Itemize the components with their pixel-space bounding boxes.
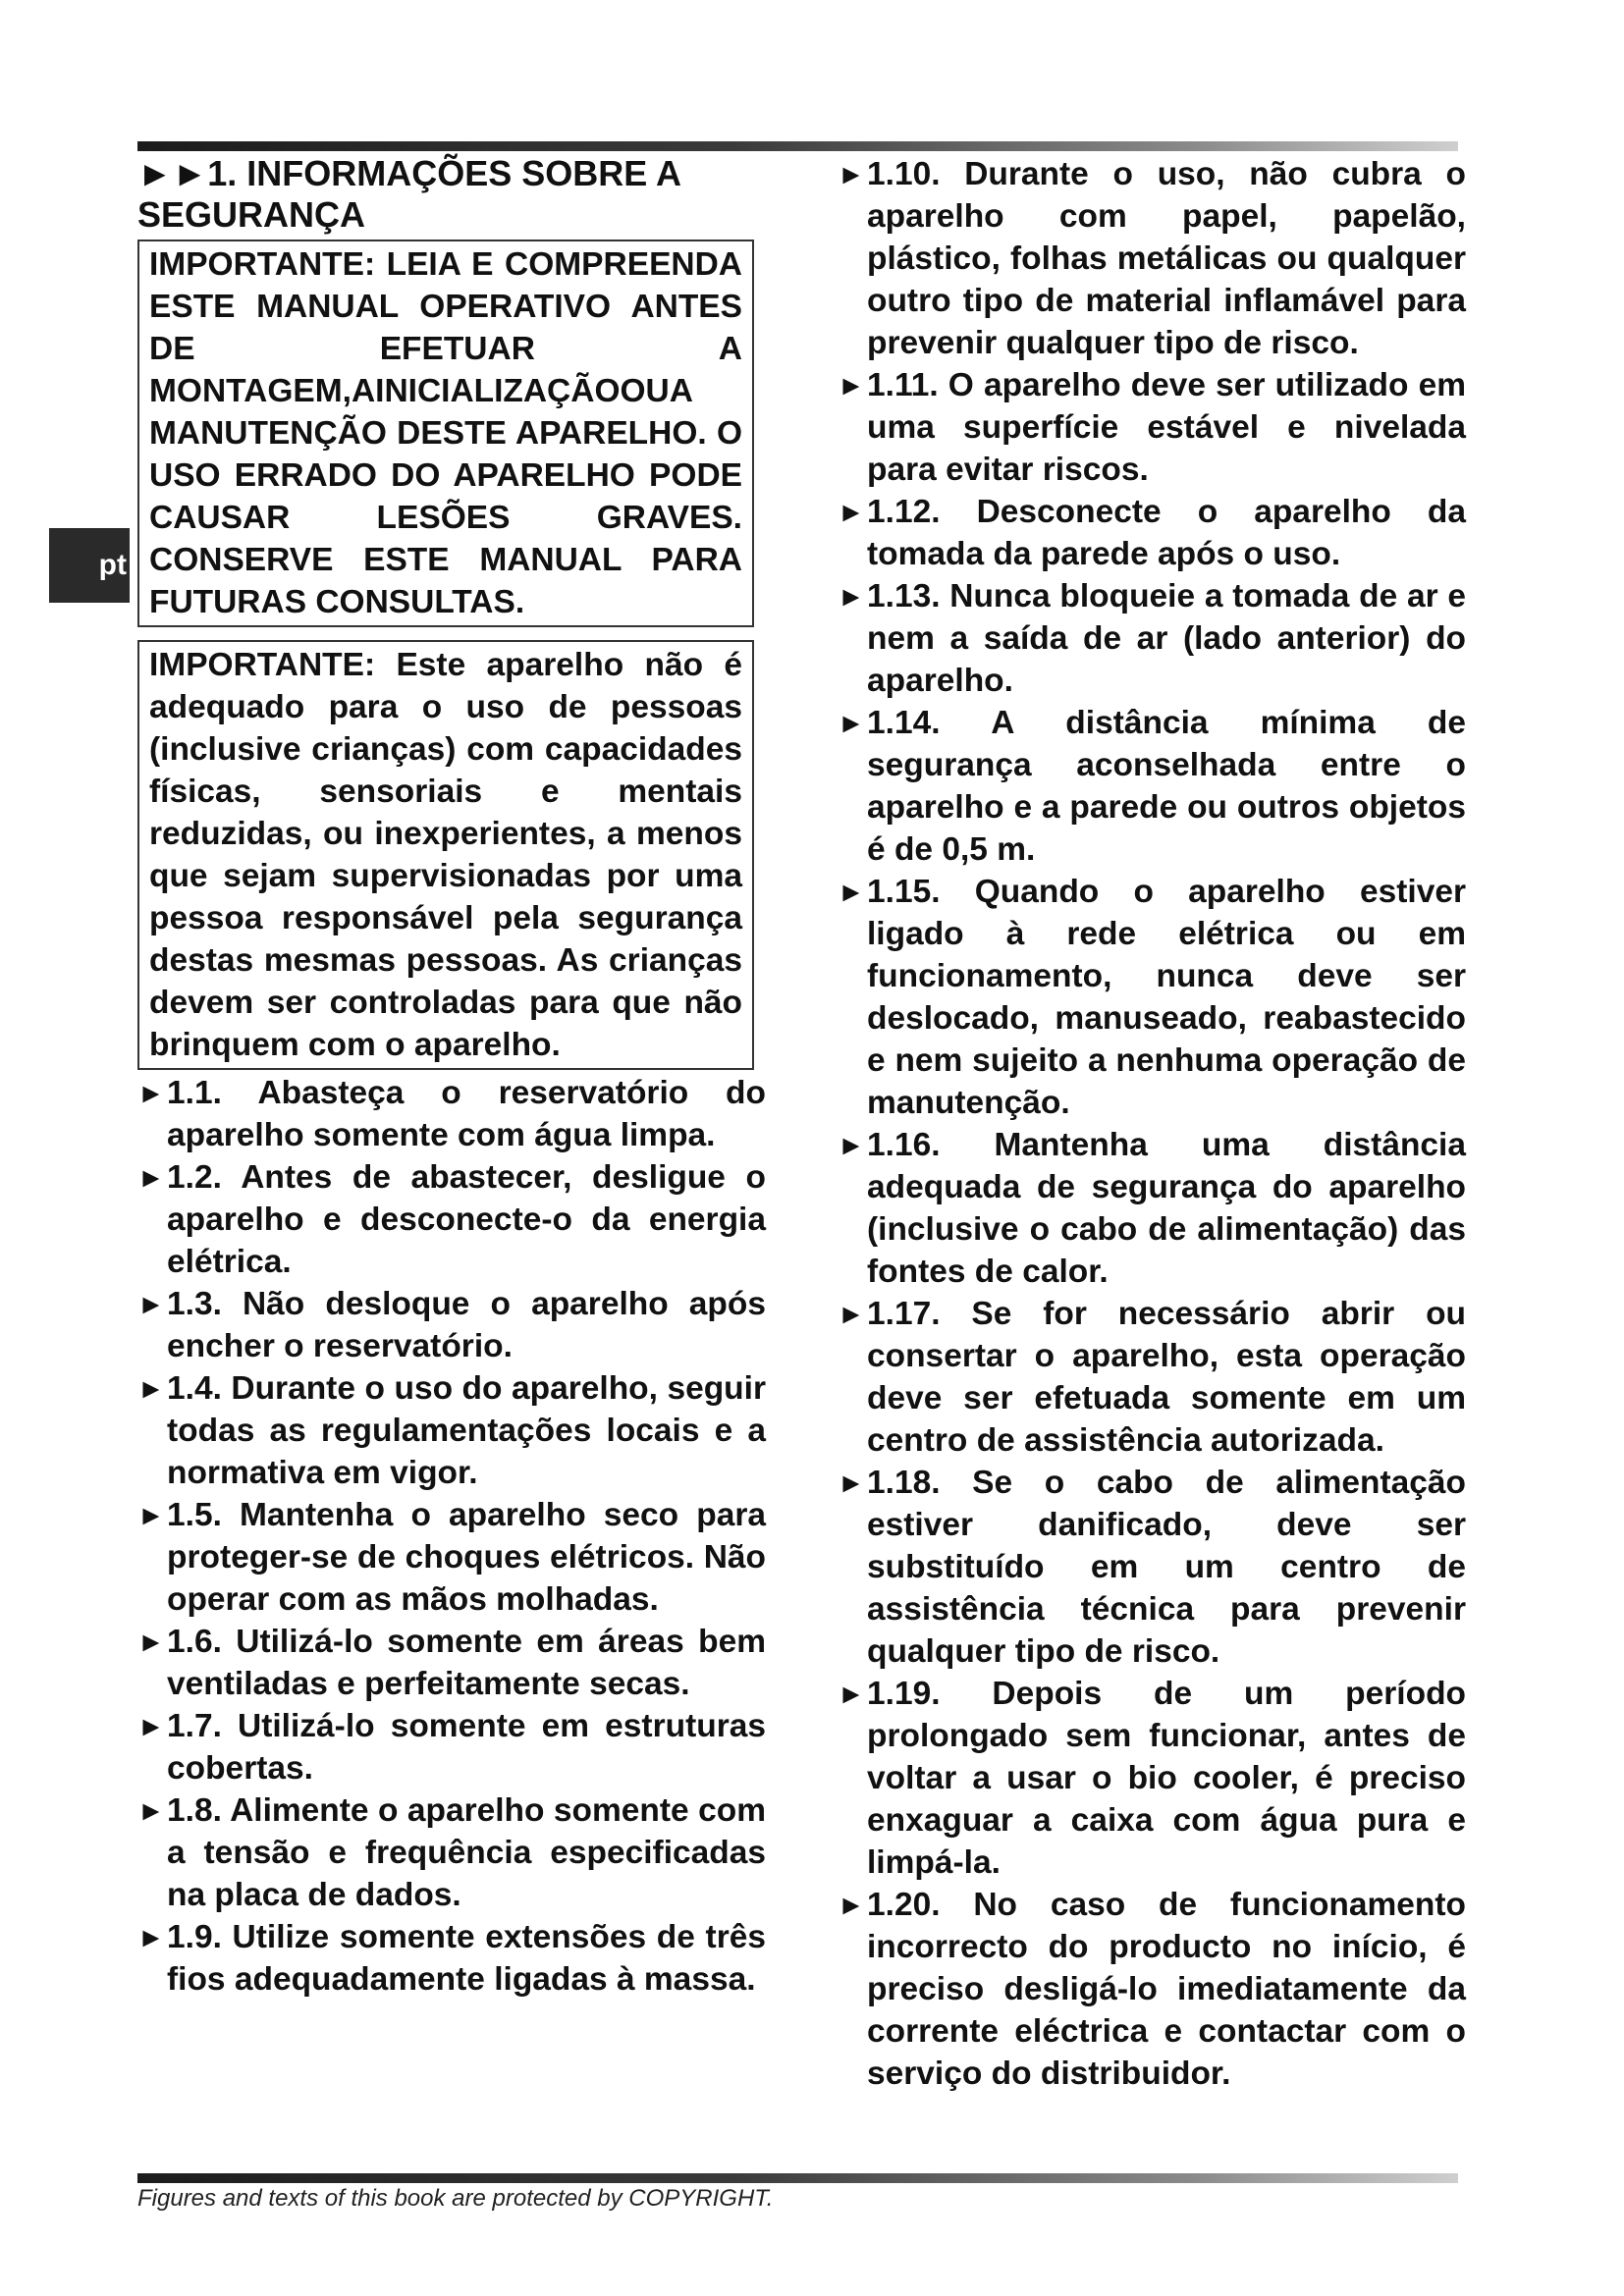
safety-item-text: 1.10. Durante o uso, não cubra o aparelho com papel, papelão, plástico, folhas metálicas ou qualquer outro tipo de material inflamável para prevenir qualquer tipo de risco.	[867, 156, 1466, 361]
copyright-notice: Figures and texts of this book are protected by COPYRIGHT.	[137, 2185, 774, 2212]
safety-item	[137, 1916, 766, 2001]
safety-item	[137, 1621, 766, 1705]
bullet-arrow-icon: ►	[137, 1078, 165, 1108]
bullet-arrow-icon: ►	[838, 1299, 865, 1329]
bullet-arrow-icon: ►	[838, 1130, 865, 1160]
safety-item	[137, 1789, 766, 1916]
bullet-arrow-icon: ►	[137, 1711, 165, 1741]
safety-item-text: 1.6. Utilizá-lo somente em áreas bem ventiladas e perfeitamente secas.	[167, 1624, 766, 1702]
safety-item	[838, 1673, 1466, 1884]
safety-item-text: 1.1. Abasteça o reservatório do aparelho somente com água limpa.	[167, 1075, 766, 1153]
safety-item	[838, 1884, 1466, 2095]
footer-rule	[137, 2173, 1458, 2183]
safety-item	[838, 702, 1466, 871]
bullet-arrow-icon: ►	[838, 1890, 865, 1920]
safety-item	[838, 491, 1466, 575]
safety-item	[137, 1705, 766, 1789]
important-box-1	[137, 240, 754, 627]
safety-item-text: 1.19. Depois de um período prolongado sem funcionar, antes de voltar a usar o bio cooler, é preciso enxaguar a caixa com água pura e limpá-la.	[867, 1676, 1466, 1881]
safety-item	[838, 153, 1466, 364]
important-box-2-text: IMPORTANTE: Este aparelho não é adequado para o uso de pessoas (inclusive crianças) com capacidades físicas, sensoriais e mentais reduzidas, ou inexperientes, a menos que sejam supervisionadas por uma pessoa responsável pela segurança destas mesmas pessoas. As crianças devem ser controladas para que não brinquem com o aparelho.	[149, 647, 742, 1063]
important-box-1-text: IMPORTANTE: LEIA E COMPREENDA ESTE MANUAL OPERATIVO ANTES DE EFETUAR A MONTAGEM,AINICIALIZAÇÃOOUA MANUTENÇÃO DESTE APARELHO. O USO ERRADO DO APARELHO PODE CAUSAR LESÕES GRAVES. CONSERVE ESTE MANUAL PARA FUTURAS CONSULTAS.	[149, 246, 742, 620]
safety-item-text: 1.9. Utilize somente extensões de três fios adequadamente ligadas à massa.	[167, 1919, 766, 1998]
safety-item	[838, 575, 1466, 702]
language-tab-label: pt	[98, 549, 127, 581]
safety-item-text: 1.4. Durante o uso do aparelho, seguir todas as regulamentações locais e a normativa em vigor.	[167, 1370, 766, 1491]
bullet-arrow-icon: ►	[838, 708, 865, 738]
safety-item	[137, 1494, 766, 1621]
safety-item-text: 1.16. Mantenha uma distância adequada de segurança do aparelho (inclusive o cabo de alimentação) das fontes de calor.	[867, 1127, 1466, 1290]
safety-item	[838, 364, 1466, 491]
bullet-arrow-icon: ►	[137, 1922, 165, 1952]
bullet-arrow-icon: ►	[838, 497, 865, 527]
safety-item-text: 1.5. Mantenha o aparelho seco para proteger-se de choques elétricos. Não operar com as mãos molhadas.	[167, 1497, 766, 1618]
safety-item-text: 1.18. Se o cabo de alimentação estiver danificado, deve ser substituído em um centro de assistência técnica para prevenir qualquer tipo de risco.	[867, 1465, 1466, 1670]
safety-list-left	[137, 1072, 766, 2001]
safety-item	[838, 871, 1466, 1124]
safety-item-text: 1.11. O aparelho deve ser utilizado em uma superfície estável e nivelada para evitar riscos.	[867, 367, 1466, 488]
bullet-arrow-icon: ►	[137, 1795, 165, 1826]
safety-item-text: 1.17. Se for necessário abrir ou consertar o aparelho, esta operação deve ser efetuada somente em um centro de assistência autorizada.	[867, 1296, 1466, 1459]
bullet-arrow-icon: ►	[137, 1289, 165, 1319]
safety-item	[137, 1072, 766, 1156]
bullet-arrow-icon: ►	[838, 1679, 865, 1709]
safety-item-text: 1.8. Alimente o aparelho somente com a tensão e frequência especificadas na placa de dados.	[167, 1792, 766, 1913]
safety-item	[137, 1156, 766, 1283]
bullet-arrow-icon: ►	[838, 1468, 865, 1498]
bullet-arrow-icon: ►	[137, 1162, 165, 1193]
safety-item-text: 1.2. Antes de abastecer, desligue o aparelho e desconecte-o da energia elétrica.	[167, 1159, 766, 1280]
safety-item-text: 1.20. No caso de funcionamento incorrecto do producto no início, é preciso desligá-lo imediatamente da corrente eléctrica e contactar com o serviço do distribuidor.	[867, 1887, 1466, 2092]
safety-item	[838, 1293, 1466, 1462]
safety-item-text: 1.3. Não desloque o aparelho após encher o reservatório.	[167, 1286, 766, 1364]
safety-item-text: 1.13. Nunca bloqueie a tomada de ar e nem a saída de ar (lado anterior) do aparelho.	[867, 578, 1466, 699]
safety-item-text: 1.14. A distância mínima de segurança aconselhada entre o aparelho e a parede ou outros objetos é de 0,5 m.	[867, 705, 1466, 868]
right-column	[838, 153, 1466, 2095]
safety-item	[137, 1367, 766, 1494]
bullet-arrow-icon: ►	[137, 1373, 165, 1404]
important-box-2	[137, 640, 754, 1070]
left-column	[137, 153, 766, 2001]
bullet-arrow-icon: ►	[838, 877, 865, 907]
bullet-arrow-icon: ►	[137, 1500, 165, 1530]
safety-item-text: 1.15. Quando o aparelho estiver ligado à rede elétrica ou em funcionamento, nunca deve ser deslocado, manuseado, reabastecido e nem sujeito a nenhuma operação de manutenção.	[867, 874, 1466, 1121]
bullet-arrow-icon: ►	[838, 159, 865, 189]
safety-item	[137, 1283, 766, 1367]
bullet-arrow-icon: ►	[838, 370, 865, 400]
bullet-arrow-icon: ►	[838, 581, 865, 612]
safety-list-right	[838, 153, 1466, 2095]
bullet-arrow-icon: ►	[137, 1627, 165, 1657]
safety-item	[838, 1462, 1466, 1673]
safety-item	[838, 1124, 1466, 1293]
safety-item-text: 1.7. Utilizá-lo somente em estruturas cobertas.	[167, 1708, 766, 1787]
language-tab	[49, 528, 130, 603]
section-heading: ►►1. INFORMAÇÕES SOBRE A SEGURANÇA	[137, 153, 680, 235]
safety-item-text: 1.12. Desconecte o aparelho da tomada da parede após o uso.	[867, 494, 1466, 572]
header-rule	[137, 141, 1458, 151]
